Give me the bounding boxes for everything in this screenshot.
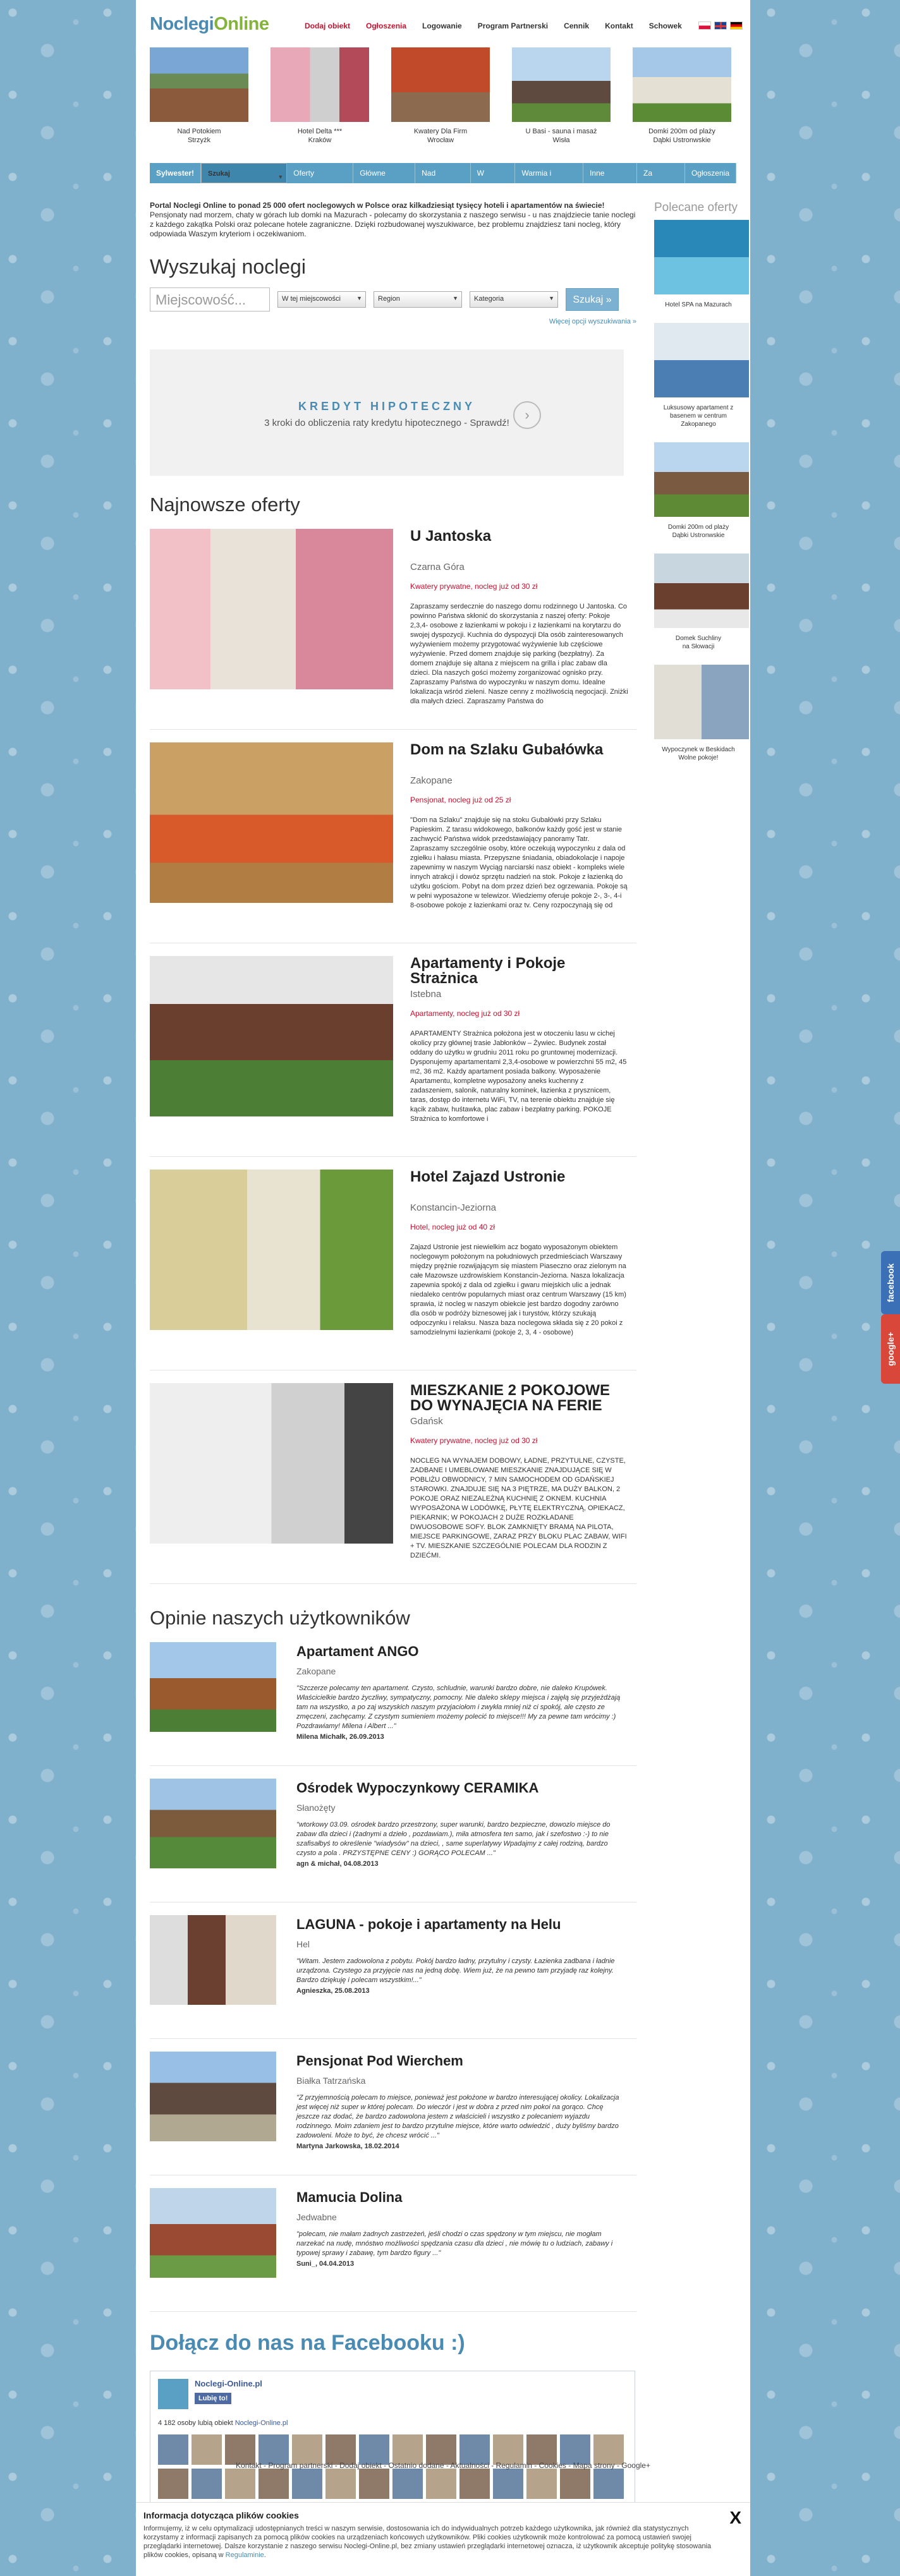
cookie-body: Informujemy, iż w celu optymalizacji udostępnianych treści w naszym serwisie, dostosowania ich do indywidualnych potrzeb każdego użytkownika, jak również dla statystycznych korzystamy z informacji zapisanych za pomocą plików cookies na urządzeniach końcowych użytkowników. Pliki cookies użytkownik może kontrolować za pomocą ustawień swojej przeglądarki internetowej. Dalsze korzystanie z naszego serwisu Noclegi-Online.pl, bez zmiany ustawień przeglądarki internetowej oznacza, iż użytkownik akceptuje politykę stosowania plików cookies, opisaną w Regulaminie. bbox=[143, 2525, 712, 2559]
featured-name: Kwatery Dla Firm bbox=[413, 128, 468, 135]
search-form bbox=[150, 287, 636, 311]
fan-avatar[interactable] bbox=[258, 2469, 289, 2499]
facebook-widget bbox=[150, 2371, 635, 2519]
offer-photo[interactable] bbox=[150, 1383, 393, 1544]
sidebar-offer-photo[interactable] bbox=[654, 220, 749, 294]
tab-other-regions[interactable]: Inne regiony bbox=[583, 163, 637, 183]
review-item bbox=[150, 1766, 636, 1902]
featured-name: Domki 200m od plaży bbox=[648, 128, 715, 135]
offer-description: Zapraszamy serdecznie do naszego domu rodzinnego U Jantoska. Co powinno Państwa skłonić do skorzystania z naszej oferty: Pokoje 2,3,4- osobowe z łazienkami w pokoju i z łazienkami na korytarzu do swojej dyspozycji. Kuchnia do dyspozycji Dla osób zainteresowanych wyżywieniem możemy przygotować wyżywienie lub częściowe wyżywienie. Przed domem znajduje się parking (bezpłatny). Za domem znajduje się altana z miejscem na grilla i plac zabaw dla dzieci. Dla naszych gości możemy zorganizować ognisko przy. Zapraszamy Państwa do wypoczynku w naszym domu. Idealne lokalizacja wśród zieleni. Nasze cenny z możliwością negocjacji. Zniżki dla małych dzieci. Zapraszamy Państwa do bbox=[410, 603, 628, 705]
fan-avatar[interactable] bbox=[493, 2469, 523, 2499]
offer-location: Czarna Góra bbox=[410, 562, 465, 572]
sidebar-offer-label: Wypoczynek w Beskidach bbox=[662, 746, 735, 753]
language-flags bbox=[698, 21, 743, 30]
fan-avatar[interactable] bbox=[560, 2469, 590, 2499]
nav-partner[interactable]: Program Partnerski bbox=[477, 21, 549, 30]
google-plus-side-tab[interactable]: google+ bbox=[881, 1314, 900, 1384]
close-icon[interactable]: X bbox=[729, 2508, 741, 2527]
offer-description: "Dom na Szlaku" znajduje się na stoku Gubałówki przy Szlaku Papieskim. Z tarasu widokowego, balkonów każdy gość jest w stanie zachwycić Państwa widok przedstawiający panoramy Tatr. Zapraszamy szczególnie osoby, które oczekują wypoczynku z dala od zgiełku i hałasu miasta. Przepyszne śniadania, obiadokolacje i napoje zapewnimy w naszym Wyciąg narciarski nasz obiekt - kompleks wiele innych atrakcji i dowóz sprzętu nadzień na stok. Pokoje z łazienką do użytku gościom. Pobyt na dom przez dzień bez ogrzewania. Pokoje są w pełni wyposażone w telewizor. Wiedziemy oferuje pokoje 2-, 3-, 4-i 8-osobowe pokoje z łazienkami oraz tv. Ceny rozpoczynają się od bbox=[410, 816, 628, 909]
sidebar-offer-label: Luksusowy apartament z bbox=[663, 404, 734, 411]
likes-count-link[interactable]: Noclegi-Online.pl bbox=[234, 2419, 288, 2427]
offer-location: Istebna bbox=[410, 989, 442, 1000]
offer-price: Kwatery prywatne, nocleg już od 30 zł bbox=[410, 582, 538, 591]
review-title[interactable]: Mamucia Dolina bbox=[296, 2189, 403, 2205]
sidebar-offer-photo[interactable] bbox=[654, 665, 749, 739]
fan-avatar[interactable] bbox=[526, 2469, 557, 2499]
offer-description: APARTAMENTY Strażnica położona jest w otoczeniu lasu w cichej okolicy przy głównej trasie Jabłonków – Żywiec. Budynek został oddany do użytku w grudniu 2011 roku po gruntownej modernizacji. Dysponujemy apartamentami 2,3,4-osobowe w powierzchni 55 m2, 45 m2, 36 m2. Każdy apartament posiada balkony. Wyposażenie Apartamentu, kompletne wyposażony aneks kuchenny z zadaszeniem, salonik, naturalny kominek, łazienka z prysznicem, taras, dostęp do internetu WiFi, TV, na terenie obiektu znajduje się kącik zabaw, huśtawka, plac zabaw i bezpłatny parking. POKOJE Strażnica to komfortowe i bbox=[410, 1030, 627, 1123]
offer-location: Zakopane bbox=[410, 775, 453, 786]
tab-mountains[interactable]: W górach bbox=[471, 163, 516, 183]
featured-photo[interactable] bbox=[633, 47, 731, 122]
tab-special-offers[interactable]: Oferty specjalne bbox=[287, 163, 353, 183]
review-location: Hel bbox=[296, 1939, 310, 1949]
nav-pricing[interactable]: Cennik bbox=[564, 21, 590, 30]
review-quote: "polecam, nie małam żadnych zastrzeżeń, jeśli chodzi o czas spędzony w tym miejscu, nie mogłam narzekać na nudę, mnóstwo możliwości spędzania czasu dla dzieci , nie mówię tu o ludziach, zabawy i typowej sprawy i zabawę, tym bardzo figury ..." bbox=[296, 2230, 613, 2257]
sidebar-title: Polecane oferty bbox=[654, 201, 738, 214]
offer-description: Zajazd Ustronie jest niewielkim acz bogato wyposażonym obiektem noclegowym położonym na południowych przedmieściach Warszawy między prężnie rozwijającym się miastem Piaseczno oraz zielonym na całe Mazowsze uzdrowiskiem Konstancin-Jeziorna. Nasza lokalizacja zapewnia spokój z dala od zgiełku i gwaru miejskich ulic a jednak niedaleko centrów popularnych miast oraz centrum Warszawy (15 km) sprawia, iż nocleg w naszym obiekcie jest bardzo dogodny zarówno dla osób w podróży biznesowej jak i turystów, którzy szukają odpoczynku i relaksu. Nasza baza noclegowa składa się z 20 pokoi z samodzielnymi łazienkami (pokoje 2, 3, 4 - osobowe) bbox=[410, 1243, 626, 1336]
fan-avatar[interactable] bbox=[392, 2469, 423, 2499]
offer-location: Gdańsk bbox=[410, 1416, 443, 1427]
offer-item bbox=[150, 1157, 636, 1370]
offer-item bbox=[150, 943, 636, 1157]
featured-photo[interactable] bbox=[391, 47, 490, 122]
chevron-right-icon[interactable]: › bbox=[513, 401, 541, 429]
cookie-notice bbox=[136, 2502, 750, 2576]
nav-ads[interactable]: Ogłoszenia bbox=[366, 21, 407, 30]
featured-name: U Basi - sauna i masaż bbox=[525, 128, 597, 135]
review-item bbox=[150, 2039, 636, 2175]
nav-contact[interactable]: Kontakt bbox=[605, 21, 633, 30]
offer-item bbox=[150, 516, 636, 730]
offer-location: Konstancin-Jeziorna bbox=[410, 1202, 496, 1213]
offer-price: Hotel, nocleg już od 40 zł bbox=[410, 1223, 496, 1231]
page-wrapper bbox=[136, 0, 750, 2576]
fan-avatar[interactable] bbox=[258, 2434, 289, 2465]
sidebar-offer-label: basenem w centrum bbox=[669, 413, 727, 420]
offer-item bbox=[150, 730, 636, 943]
sidebar-offer-label: Hotel SPA na Mazurach bbox=[665, 301, 732, 308]
featured-item[interactable] bbox=[633, 47, 731, 155]
tab-search[interactable]: Szukaj ▼ bbox=[201, 163, 287, 183]
fan-avatar[interactable] bbox=[459, 2434, 490, 2465]
sidebar-offer-label: Domek Suchliny bbox=[675, 635, 722, 642]
flag-pl-icon[interactable] bbox=[698, 21, 711, 30]
fan-avatar[interactable] bbox=[560, 2434, 590, 2465]
review-quote: "Szczerze polecamy ten apartament. Czysto, schludnie, warunki bardzo dobre, nie daleko Krupówek. Właścicielkie bardzo życzliwy, sympatyczny, pomocny. Nie daleko sklepy miejsca i zajęłą się przyjeżdżają tam na wszystko, a po zaj wszyskich naszym przyjaciołom i zwykła mniej niż ci spokój, ale często ze zmęczeni, zachęcamy. Z czystym sumieniem możemy polecić to miejsce!!! My za pewne tam wrócimy :) Pozdrawiamy! Milena i Albert ..." bbox=[296, 1684, 621, 1730]
offer-title[interactable]: Hotel Zajazd Ustronie bbox=[410, 1168, 566, 1185]
offer-title[interactable]: MIESZKANIE 2 POKOJOWE DO WYNAJĘCIA NA FERIE bbox=[410, 1382, 611, 1414]
sidebar-offer[interactable] bbox=[654, 553, 743, 651]
logo[interactable] bbox=[150, 14, 269, 35]
fan-avatar[interactable] bbox=[459, 2469, 490, 2499]
tab-warmia-mazury[interactable]: Warmia i Mazury bbox=[515, 163, 583, 183]
featured-city: Wisła bbox=[552, 136, 570, 144]
featured-city: Kraków bbox=[308, 136, 332, 144]
sidebar bbox=[654, 201, 743, 776]
fan-avatar[interactable] bbox=[593, 2469, 624, 2499]
facebook-page-name[interactable]: Noclegi-Online.pl bbox=[195, 2379, 262, 2388]
sidebar-offer-label: Wolne pokoje! bbox=[678, 754, 719, 761]
fan-avatar[interactable] bbox=[225, 2434, 255, 2465]
category-nav bbox=[150, 163, 736, 198]
review-location: Słanożęty bbox=[296, 1803, 336, 1813]
review-text bbox=[296, 1684, 622, 1742]
featured-city: Wrocław bbox=[427, 136, 454, 144]
offer-item bbox=[150, 1370, 636, 1584]
fan-avatar[interactable] bbox=[192, 2434, 222, 2465]
featured-item[interactable] bbox=[391, 47, 490, 155]
fan-avatar[interactable] bbox=[593, 2434, 624, 2465]
review-photo[interactable] bbox=[150, 1779, 276, 1868]
sidebar-offer[interactable] bbox=[654, 220, 743, 309]
offer-photo[interactable] bbox=[150, 1170, 393, 1330]
fan-avatar[interactable] bbox=[292, 2469, 322, 2499]
offers-title: Najnowsze oferty bbox=[150, 493, 300, 516]
fan-avatar[interactable] bbox=[192, 2469, 222, 2499]
fan-avatar[interactable] bbox=[325, 2434, 356, 2465]
review-title[interactable]: Ośrodek Wypoczynkowy CERAMIKA bbox=[296, 1780, 539, 1796]
sidebar-offer[interactable] bbox=[654, 323, 743, 428]
offer-photo[interactable] bbox=[150, 529, 393, 689]
review-item bbox=[150, 1902, 636, 2039]
featured-photo[interactable] bbox=[512, 47, 611, 122]
fan-avatar[interactable] bbox=[359, 2469, 389, 2499]
sidebar-offer-photo[interactable] bbox=[654, 442, 749, 517]
review-author: Martyna Jarkowska, 18.02.2014 bbox=[296, 2143, 399, 2150]
offer-price: Pensjonat, nocleg już od 25 zł bbox=[410, 795, 511, 804]
featured-city: Strzyżk bbox=[187, 136, 211, 144]
sidebar-offer-photo[interactable] bbox=[654, 553, 749, 628]
featured-name: Nad Potokiem bbox=[177, 128, 221, 135]
tab-abroad[interactable]: Za granicą bbox=[637, 163, 685, 183]
review-title[interactable]: Apartament ANGO bbox=[296, 1643, 419, 1659]
advanced-search-link[interactable]: Więcej opcji wyszukiwania » bbox=[549, 318, 636, 325]
review-photo[interactable] bbox=[150, 1642, 276, 1732]
review-title[interactable]: Pensjonat Pod Wierchem bbox=[296, 2053, 463, 2069]
review-text bbox=[296, 1820, 622, 1869]
fan-avatar[interactable] bbox=[325, 2469, 356, 2499]
offer-description: NOCLEG NA WYNAJEM DOBOWY, ŁADNE, PRZYTULNE, CZYSTE, ZADBANE I UMEBLOWANE MIESZKANIE ZNAJDUJĄCE SIĘ W POBLIŻU OBWODNICY, 7 MIN SAMOCHODEM OD GDAŃSKIEJ STAROWKI. ZNAJDUJE SIĘ NA 3 PIĘTRZE, MA DUŻY BALKON, 2 POKOJE ORAZ NIEZALEŻNĄ KUCHNIĘ Z OKNEM. KUCHNIA WYPOSAŻONA W LODÓWKĘ, PŁYTĘ ELEKTRYCZNĄ, OPIEKACZ, PIEKARNIK; W POKOJACH 2 DUŻE ROZKŁADANE DWUOSOBOWE SOFY. BLOK ZAMKNIĘTY BRAMĄ NA PILOTA, MIEJSCE PARKINGOWE, ZARAZ PRZY BLOKU PLAC ZABAW, WIFI + TV. MIESZKANIE SZCZEGÓLNIE POLECAM DLA RODZIN Z DZIEĆMI. bbox=[410, 1457, 627, 1559]
search-button[interactable]: Szukaj » bbox=[566, 288, 619, 311]
review-author: Milena Michałk, 26.09.2013 bbox=[296, 1733, 384, 1741]
review-title[interactable]: LAGUNA - pokoje i apartamenty na Helu bbox=[296, 1916, 561, 1932]
top-nav bbox=[305, 21, 682, 30]
fan-avatar[interactable] bbox=[392, 2434, 423, 2465]
review-location: Jedwabne bbox=[296, 2212, 337, 2222]
main-column bbox=[150, 201, 636, 2519]
page-logo-icon[interactable] bbox=[158, 2379, 188, 2409]
flag-en-icon[interactable] bbox=[714, 21, 727, 30]
cookie-title: Informacja dotycząca plików cookies bbox=[143, 2510, 299, 2520]
likes-count-text: 4 182 osoby lubią obiekt bbox=[158, 2419, 233, 2427]
fan-avatar[interactable] bbox=[359, 2434, 389, 2465]
featured-photo[interactable] bbox=[150, 47, 248, 122]
featured-name: Hotel Delta *** bbox=[297, 128, 343, 135]
review-location: Zakopane bbox=[296, 1666, 336, 1676]
intro-bold: Portal Noclegi Online to ponad 25 000 ofert noclegowych w Polsce oraz kilkadziesiąt tysięcy hoteli i apartamentów na świecie! bbox=[150, 201, 605, 210]
review-photo[interactable] bbox=[150, 1915, 276, 2005]
fan-avatar[interactable] bbox=[225, 2469, 255, 2499]
sidebar-offer-label: Zakopanego bbox=[681, 421, 716, 428]
nav-clipboard[interactable]: Schowek bbox=[648, 21, 682, 30]
intro-text bbox=[150, 201, 636, 239]
review-text bbox=[296, 1957, 622, 1996]
banner-title: KREDYT HIPOTECZNY bbox=[298, 400, 475, 413]
review-photo[interactable] bbox=[150, 2188, 276, 2278]
tab-new-year[interactable]: Sylwester! bbox=[150, 163, 201, 183]
featured-photo[interactable] bbox=[271, 47, 369, 122]
tab-seaside[interactable]: Nad morzem bbox=[415, 163, 471, 183]
review-location: Białka Tatrzańska bbox=[296, 2076, 366, 2086]
nav-add-object[interactable]: Dodaj obiekt bbox=[305, 21, 351, 30]
review-photo[interactable] bbox=[150, 2052, 276, 2141]
offer-title[interactable]: U Jantoska bbox=[410, 528, 492, 545]
review-quote: "wtorkowy 03.09. ośrodek bardzo przestrzony, super warunki, bardzo bezpieczne, dowozlo miejsce do zabaw dla dzieci i (żadnymi a dzieło , pozdawiam.), miła atmosfera ten samo, jak i szefostwo :-) to nie szafisałbyś to określenie "wiadysów" na dzieci, , same superlatywy Wpadajmy z całej rodziną, bardzo czysto a pola . PRZYSTĘPNE CENY :) GORĄCO POLECAM ..." bbox=[296, 1821, 611, 1857]
offer-title[interactable]: Dom na Szlaku Gubałówka bbox=[410, 741, 604, 758]
fan-avatar[interactable] bbox=[526, 2434, 557, 2465]
mortgage-banner[interactable] bbox=[150, 349, 624, 476]
likes-count bbox=[158, 2419, 288, 2427]
category-select[interactable]: Kategoria ▼ bbox=[470, 291, 558, 308]
offer-photo[interactable] bbox=[150, 956, 393, 1116]
sidebar-offer-photo[interactable] bbox=[654, 323, 749, 397]
facebook-side-tab[interactable]: facebook bbox=[881, 1251, 900, 1314]
like-button[interactable]: Lubię to! bbox=[195, 2393, 231, 2404]
logo-part-2: Online bbox=[214, 14, 269, 34]
intro-body: Pensjonaty nad morzem, chaty w górach lub domki na Mazurach - polecamy do skorzystania z naszego serwisu - u nas znajdziecie tanie noclegi z każdego zakątka Polski oraz polecane hotele zagraniczne. Dzięki rozbudowanej wyszukiwarce, bez problemu znajdziesz tani nocleg, który odpowiada Waszym kryteriom i oczekiwaniom. bbox=[150, 210, 636, 238]
fan-avatar[interactable] bbox=[292, 2434, 322, 2465]
nav-login[interactable]: Logowanie bbox=[422, 21, 462, 30]
fan-avatar[interactable] bbox=[426, 2434, 456, 2465]
offer-photo[interactable] bbox=[150, 742, 393, 903]
review-item bbox=[150, 2175, 636, 2312]
review-quote: "Z przyjemnością polecam to miejsce, ponieważ jest położone w bardzo interesującej okolicy. Lokalizacja jest więcej niż super w której polecam. Do wieczór i jest w dobra z przed nim pokoi na gorąco. Chcę jeszcze raz dodać, że bardzo zadowolona jestem z właścicieli i wszystko z polecaniem wyjazdu rodzinnego. Moim zdaniem jest to bardzo przytulne miejsce, które warto odwiedzić , duży byliśmy bardzo zadowoleni. Może to być, że chcesz wrócić ..." bbox=[296, 2094, 619, 2139]
search-title: Wyszukaj noclegi bbox=[150, 255, 306, 278]
cookie-regulations-link[interactable]: Regulaminie bbox=[225, 2551, 264, 2559]
banner-subtitle: 3 kroki do obliczenia raty kredytu hipotecznego - Sprawdź! bbox=[264, 418, 509, 428]
header bbox=[136, 0, 750, 43]
review-item bbox=[150, 1630, 636, 1766]
region-select[interactable]: Region ▼ bbox=[374, 291, 462, 308]
review-author: Agnieszka, 25.08.2013 bbox=[296, 1987, 370, 1995]
featured-item[interactable] bbox=[512, 47, 611, 155]
flag-de-icon[interactable] bbox=[730, 21, 743, 30]
offer-price: Kwatery prywatne, nocleg już od 30 zł bbox=[410, 1436, 538, 1445]
review-text bbox=[296, 2230, 622, 2269]
tab-ads[interactable]: Ogłoszenia bbox=[685, 163, 736, 183]
fan-avatar[interactable] bbox=[158, 2469, 188, 2499]
review-author: agn & michał, 04.08.2013 bbox=[296, 1860, 379, 1868]
sidebar-offer[interactable] bbox=[654, 665, 743, 762]
sidebar-offer-label: Domki 200m od plaży bbox=[667, 524, 729, 531]
fan-avatar[interactable] bbox=[426, 2469, 456, 2499]
logo-part-1: Noclegi bbox=[150, 14, 214, 34]
featured-item[interactable] bbox=[271, 47, 369, 155]
featured-offers bbox=[150, 47, 731, 155]
scope-select[interactable]: W tej miejscowości ▼ bbox=[277, 291, 366, 308]
offer-title[interactable]: Apartamenty i Pokoje Strażnica bbox=[410, 955, 566, 987]
review-text bbox=[296, 2093, 622, 2151]
search-input[interactable]: Miejscowość... bbox=[150, 287, 270, 311]
review-quote: "Witam. Jestem zadowolona z pobytu. Pokój bardzo ładny, przytulny i czysty. Łazienka zadbana i ładnie urządzona. Czystego za przyjęcie nas na jedną dobę. Wiem już, że na pewno tam przyjadę raz kolejny. Bardzo dziękuję i polecam wszystkim!..." bbox=[296, 1957, 615, 1984]
tab-main-cities[interactable]: Główne miasta bbox=[353, 163, 415, 183]
reviews-title: Opinie naszych użytkowników bbox=[150, 1607, 410, 1629]
fan-avatar[interactable] bbox=[493, 2434, 523, 2465]
featured-item[interactable] bbox=[150, 47, 248, 155]
footer-links[interactable]: Kontakt - Program partnerski - Dodaj obiekt - Ostatnio dodane - Aktualności - Regulamin - Cookies - Mapa strony - Google+ bbox=[236, 2461, 650, 2470]
sidebar-offer-label: na Słowacji bbox=[682, 643, 715, 650]
offer-price: Apartamenty, nocleg już od 30 zł bbox=[410, 1009, 520, 1018]
facebook-title: Dołącz do nas na Facebooku :) bbox=[150, 2331, 465, 2355]
review-author: Suni_, 04.04.2013 bbox=[296, 2260, 355, 2268]
sidebar-offer-label: Dąbki Ustronwskie bbox=[672, 532, 725, 539]
cookie-text: Informujemy, iż w celu optymalizacji udostępnianych treści w naszym serwisie, dostosowania ich do indywidualnych potrzeb każdego użytkownika, jak również dla statystycznych korzystamy z informacji zapisanych za pomocą plików cookies na urządzeniach końcowych użytkowników. Pliki cookies użytkownik może kontrolować za pomocą ustawień swojej przeglądarki internetowej. Dalsze korzystanie z naszego serwisu Noclegi-Online.pl, bez zmiany ustawień przeglądarki internetowej oznacza, iż użytkownik akceptuje politykę stosowania plików cookies, opisaną w bbox=[143, 2525, 712, 2559]
sidebar-offer[interactable] bbox=[654, 442, 743, 540]
featured-city: Dąbki Ustronwskie bbox=[653, 136, 711, 144]
fan-avatar[interactable] bbox=[158, 2434, 188, 2465]
